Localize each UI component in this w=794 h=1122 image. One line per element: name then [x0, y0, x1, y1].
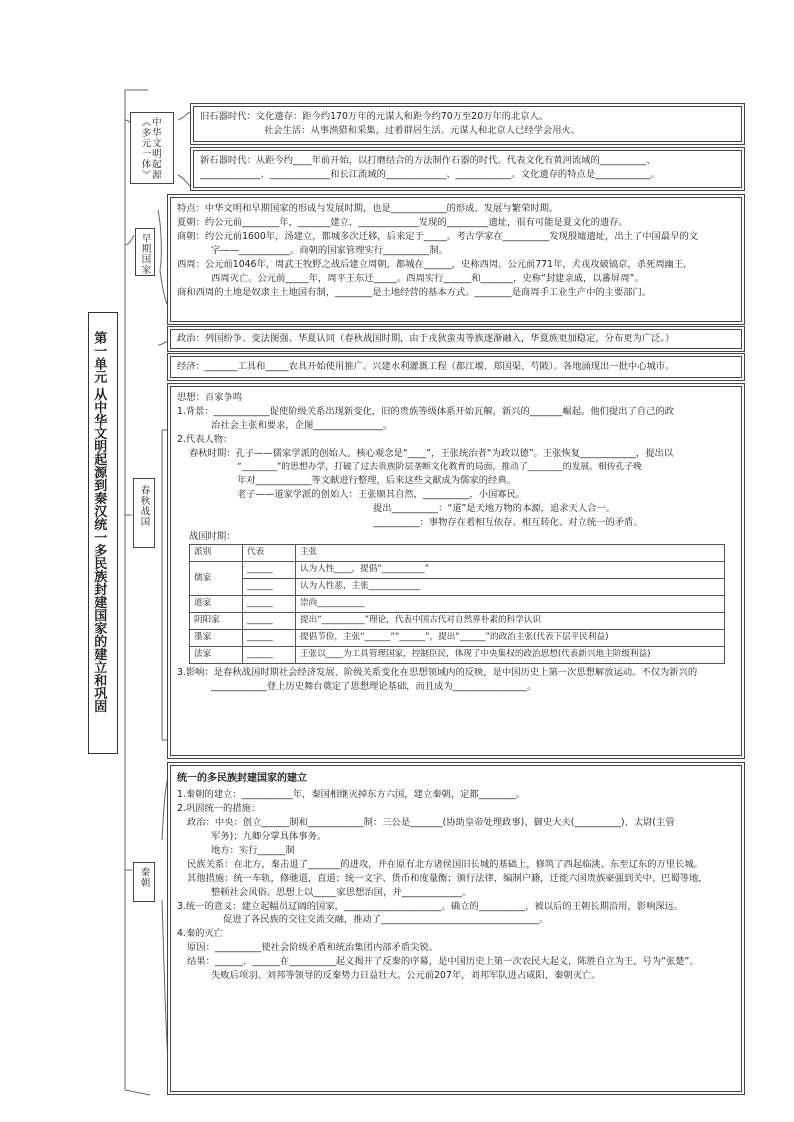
table-header-row: 派别 代表 主张 [190, 544, 725, 561]
paleolithic-line-2: 社会生活：从事渔猎和采集，过着群居生活。元谋人和北京人已经学会用火。 [264, 124, 581, 136]
table-row: 儒家 ______ 认为人性____，提倡“__________” [190, 561, 725, 578]
politics-box: 政治：列国纷争、变法图强、华夏认同（春秋战国时期，由于戎狄蛮夷等族逐渐融入，华夏族更加稳定，分布更为广泛。） [170, 329, 742, 349]
table-row: 墨家 ______ 提倡节俭，主张“______”“______”，提出“______”的政治主张(代表下层平民利益) [190, 629, 725, 646]
early-states-box: 特点：中华文明和早期国家的形成与发展时期，也是____________的形成、发展与繁荣时期。 夏朝：约公元前________年，_______建立，_____________发现的_________遗址，很有可能是夏文化的遗存。 商朝：约公元前1600年，汤建立，都城多次迁移，后来定于_____。考古学家在__________发现殷墟遗址，出土了中国最早的文 字——___________。商朝的国家管理实行__________制。 西周：公元前1046年，周武王牧野之战后建立周朝，都城在______，史称西周。公元前771年，犬戎攻破镐京，杀死周幽王， 西周灭亡。公元前_____年，周平王东迁_____。西周实行______和_______，史称“封建亲戚，以蕃屏周”。 商和西周的土地是奴隶主土地国有制，________是土地经营的基本方式。________是商周手工业生产中的主要部门。 [170, 197, 742, 322]
section-label-qin: 秦朝 [133, 862, 155, 902]
table-row: 法家 ______ 王张以____为工具管理国家，控制臣民，体现了中央集权的政治思想(代表新兴地主阶级利益) [190, 646, 725, 663]
schools-table [189, 544, 725, 664]
neolithic-line-2: _____________、_____________和长江流域的_____________、____________。文化遗存的特点是____________。 [200, 168, 661, 180]
unit-title-box [88, 312, 118, 754]
qin-title: 统一的多民族封建国家的建立 [177, 773, 307, 784]
section-label-early: 早期国家 [135, 228, 155, 276]
table-row: 道家 ______ 崇尚___________ [190, 595, 725, 612]
qin-box: 统一的多民族封建国家的建立 1.秦朝的建立：___________年，秦国相继灭掉东方六国，建立秦朝，定都________。 2.巩固统一的措施： 政治：中央：创立______制和____________制：三公是_______(协助皇帝处理政事)、御史大夫(__________)、太尉(主管 军务)；九卿分掌具体事务。 地方：实行______制 民族关系：在北方，秦击退了_______的进攻，并在原有北方诸侯国旧长城的基础上，修筑了西起临洮、东至辽东的万里长城。 其他措施：统一车轨，修驰道，直道；统一文字、货币和度量衡；颁行法律，编制户籍，迁徙六国贵族豪强到关中、巴蜀等地， 整顿社会风俗。思想上以_____家思想治国，并_____________。 3.统一的意义：建立起幅员辽阔的国家，_____________________。确立的__________，被以后的王朝长期沿用，影响深远。 促进了各民族的交往交流交融，推动了__________________________________。 4.秦的灭亡 原因：__________使社会阶级矛盾和统治集团内部矛盾尖锐。 结果：______、______在__________起义揭开了反秦的序幕，是中国历史上第一次农民大起义，陈胜自立为王，号为“张楚”。 失败后项羽、刘邦等领导的反秦势力日益壮大。公元前207年，刘邦军队进占咸阳，秦朝灭亡。 [170, 765, 742, 1092]
paleolithic-line-1: 旧石器时代：文化遗存：距今约170万年的元谋人和距今约70万至20万年的北京人。 [200, 111, 549, 122]
economy-box: 经济：_______工具和_____农具开始使用推广。兴建水利灌溉工程（都江堰、郑国渠、芍陂）。各地涌现出一批中心城市。 [170, 356, 742, 378]
section-label-origin: 中华文明起源《多元一体》 [130, 112, 174, 184]
neolithic-line-1: 新石器时代：从距今约____年前开始，以打磨结合的方法制作石器的时代。代表文化有黄河流域的__________、 [200, 155, 656, 166]
paleolithic-box [193, 106, 742, 142]
unit-title: 第一单元 从中华文明起源到秦汉统一多民族封建国家的建立和巩固 [91, 331, 107, 713]
section-label-spring-autumn: 春秋战国 [133, 478, 155, 548]
neolithic-box [193, 150, 742, 188]
table-row: ______ 认为人性恶，主张____________ [190, 578, 725, 595]
table-row: 阴阳家 ______ 提出“__________”理论，代表中国古代对自然界朴素的科学认识 [190, 612, 725, 629]
thought-box: 思想：百家争鸣 1.背景：____________促使阶级关系出现新变化，旧的贵族等级体系开始瓦解，新兴的_______崛起。他们提出了自己的政 治社会主张和要求，企图_______________。 2.代表人物： 春秋时期：孔子——儒家学派的创始人。核心观念是“____”，王张统治者“为政以德”。王张恢复____________，提出以 “________”的思想办学，打破了过去贵族阶层垄断文化教育的局面，推动了________的发展。相传孔子晚 年对____________等文献进行整理，后来这些文献成为儒家的经典。 老子——道家学派的创始人：王张顺其自然，__________，小国寡民。 提出__________：“道”是天地万物的本源，追求天人合一。 __________：事物存在着相互依存、相互转化、对立统一的矛盾。 战国时期： 派别 代表 主张 儒家 ______ 认为人性____，提倡“__________” ______ 认为人性恶，主张____________ 道家 ______ 崇尚___________ 阴阳家 ______ 提出“__________”理论，代表中国古代对自然界朴素的科学认识 墨家 ______ 提倡节俭，主张“______”“______”，提出“______”的政治主张(代表下层平民利益) 法家 ______ 王张以____为工具管理国家，控制臣民，体现了中央集权的政治思想(代表新兴地主阶级利益) 3.影响：是春秋战国时期社会经济发展、阶级关系变化在思想领域内的反映，是中国历史上第一次思想解放运动。不仅为新兴的 ____________登上历史舞台奠定了思想理论基础，而且成为________________。 [170, 386, 742, 756]
